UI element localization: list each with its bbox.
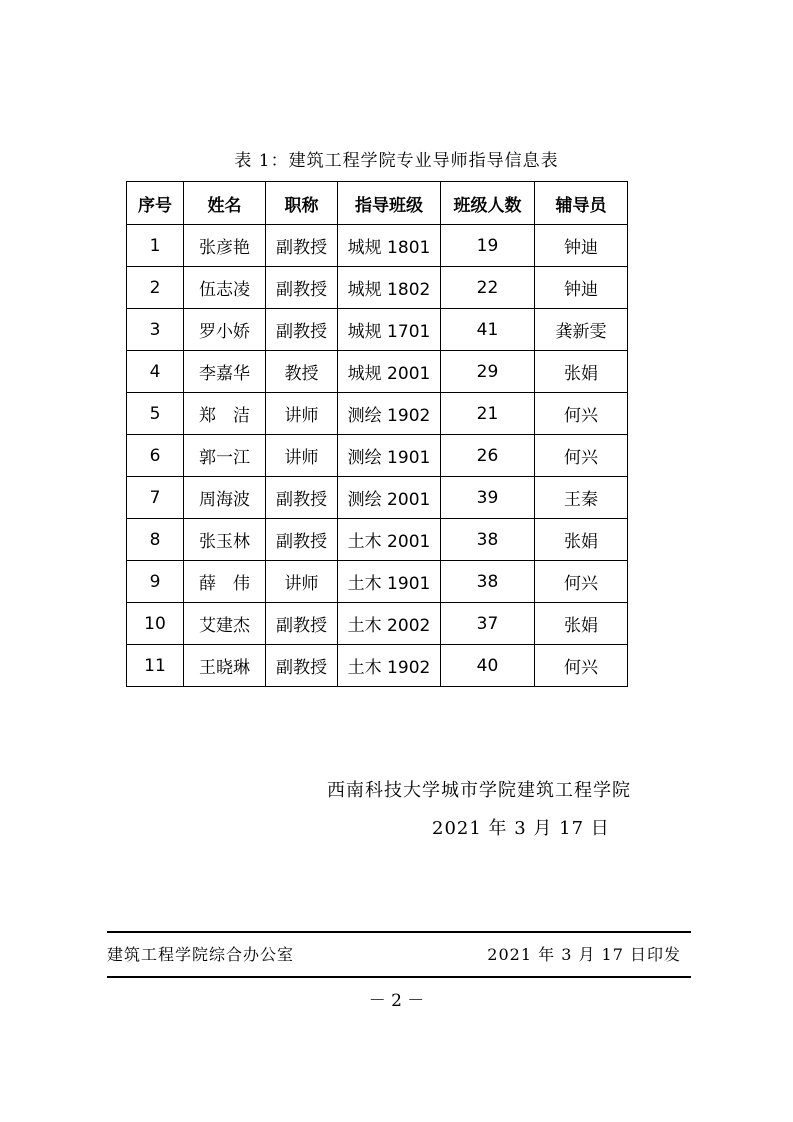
cell-index: 3 (127, 309, 184, 351)
cell-index: 10 (127, 603, 184, 645)
header-class-size: 班级人数 (441, 182, 535, 225)
cell-counselor: 何兴 (535, 393, 628, 435)
cell-class-size: 41 (441, 309, 535, 351)
cell-title: 副教授 (266, 225, 338, 267)
cell-counselor: 王秦 (535, 477, 628, 519)
cell-counselor: 张娟 (535, 351, 628, 393)
cell-class-size: 39 (441, 477, 535, 519)
cell-class: 城规 1801 (338, 225, 441, 267)
cell-index: 5 (127, 393, 184, 435)
cell-class: 土木 1901 (338, 561, 441, 603)
tutor-info-table (126, 181, 628, 687)
signature-date: 2021 年 3 月 17 日 (432, 818, 610, 839)
cell-class: 城规 1802 (338, 267, 441, 309)
cell-counselor: 张娟 (535, 603, 628, 645)
header-class: 指导班级 (338, 182, 441, 225)
cell-class-size: 19 (441, 225, 535, 267)
cell-class-size: 22 (441, 267, 535, 309)
cell-name: 张玉林 (184, 519, 266, 561)
cell-class-size: 26 (441, 435, 535, 477)
cell-name: 伍志凌 (184, 267, 266, 309)
cell-title: 副教授 (266, 603, 338, 645)
footer-bottom-rule (107, 976, 691, 978)
table-header-row (127, 182, 628, 225)
cell-class-size: 40 (441, 645, 535, 687)
cell-index: 6 (127, 435, 184, 477)
cell-index: 7 (127, 477, 184, 519)
table-row (127, 435, 628, 477)
cell-title: 教授 (266, 351, 338, 393)
cell-class: 测绘 2001 (338, 477, 441, 519)
cell-class-size: 21 (441, 393, 535, 435)
header-index: 序号 (127, 182, 184, 225)
cell-counselor: 钟迪 (535, 267, 628, 309)
cell-counselor: 何兴 (535, 435, 628, 477)
cell-name: 罗小娇 (184, 309, 266, 351)
cell-class: 土木 1902 (338, 645, 441, 687)
cell-title: 讲师 (266, 435, 338, 477)
cell-class: 测绘 1901 (338, 435, 441, 477)
cell-name: 张彦艳 (184, 225, 266, 267)
cell-title: 副教授 (266, 477, 338, 519)
page-number: － 2 － (368, 991, 425, 1011)
cell-index: 8 (127, 519, 184, 561)
footer-top-rule (107, 931, 691, 933)
cell-title: 讲师 (266, 561, 338, 603)
cell-title: 讲师 (266, 393, 338, 435)
header-name: 姓名 (184, 182, 266, 225)
cell-counselor: 龚新雯 (535, 309, 628, 351)
cell-class: 土木 2002 (338, 603, 441, 645)
cell-name: 艾建杰 (184, 603, 266, 645)
table-row (127, 351, 628, 393)
table-row (127, 477, 628, 519)
signature-organization: 西南科技大学城市学院建筑工程学院 (327, 780, 631, 801)
table-row (127, 645, 628, 687)
cell-index: 4 (127, 351, 184, 393)
table-row (127, 603, 628, 645)
header-title: 职称 (266, 182, 338, 225)
header-counselor: 辅导员 (535, 182, 628, 225)
cell-name: 周海波 (184, 477, 266, 519)
table-row (127, 309, 628, 351)
cell-index: 9 (127, 561, 184, 603)
cell-title: 副教授 (266, 519, 338, 561)
cell-class-size: 29 (441, 351, 535, 393)
cell-counselor: 何兴 (535, 645, 628, 687)
table-row (127, 519, 628, 561)
cell-counselor: 张娟 (535, 519, 628, 561)
table-row (127, 225, 628, 267)
cell-name: 李嘉华 (184, 351, 266, 393)
cell-counselor: 钟迪 (535, 225, 628, 267)
cell-index: 2 (127, 267, 184, 309)
cell-name: 郭一江 (184, 435, 266, 477)
footer-issuer: 建筑工程学院综合办公室 (107, 945, 295, 964)
cell-counselor: 何兴 (535, 561, 628, 603)
cell-class-size: 38 (441, 519, 535, 561)
cell-class-size: 38 (441, 561, 535, 603)
cell-name: 郑 洁 (184, 393, 266, 435)
cell-class: 城规 2001 (338, 351, 441, 393)
cell-name: 薛 伟 (184, 561, 266, 603)
table-row (127, 561, 628, 603)
cell-title: 副教授 (266, 309, 338, 351)
cell-class: 测绘 1902 (338, 393, 441, 435)
footer-issue-date: 2021 年 3 月 17 日印发 (487, 945, 681, 964)
table-row (127, 267, 628, 309)
cell-class: 土木 2001 (338, 519, 441, 561)
cell-index: 11 (127, 645, 184, 687)
cell-title: 副教授 (266, 645, 338, 687)
cell-index: 1 (127, 225, 184, 267)
cell-class: 城规 1701 (338, 309, 441, 351)
cell-name: 王晓琳 (184, 645, 266, 687)
table-row (127, 393, 628, 435)
table-body (127, 225, 628, 687)
table-caption: 表 1：建筑工程学院专业导师指导信息表 (234, 151, 559, 171)
cell-title: 副教授 (266, 267, 338, 309)
cell-class-size: 37 (441, 603, 535, 645)
